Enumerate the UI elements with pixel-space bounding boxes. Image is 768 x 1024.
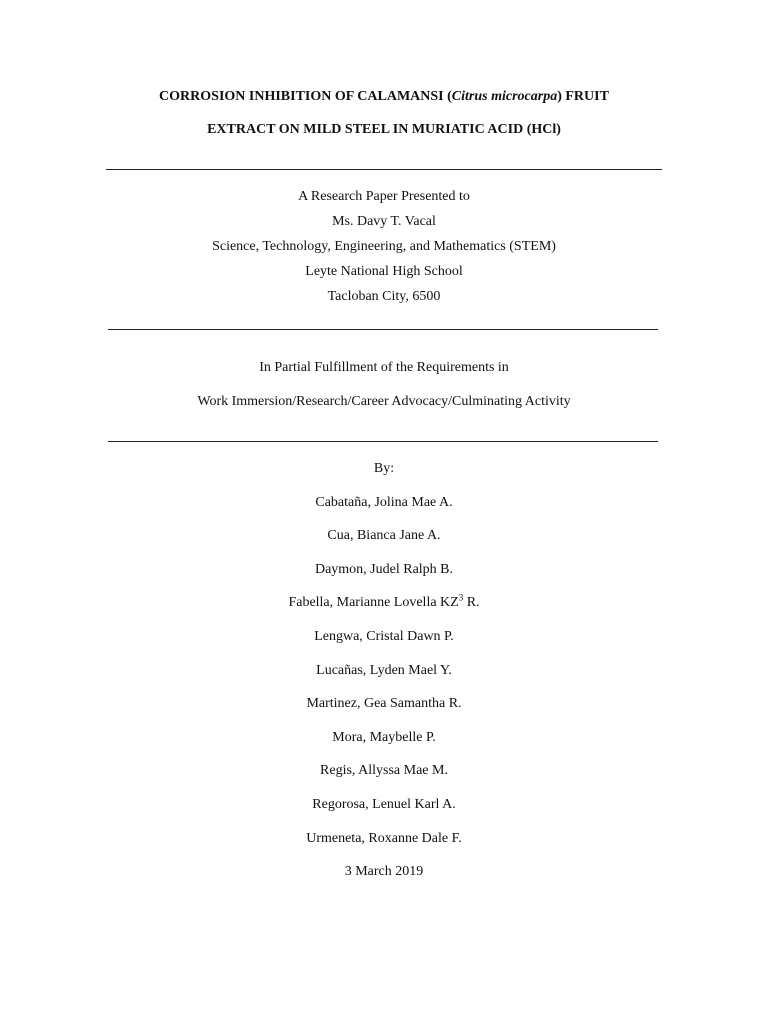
- author-name: Daymon, Judel Ralph B.: [314, 562, 454, 577]
- presented-line: A Research Paper Presented to: [298, 189, 470, 204]
- author-name-fabella: [0, 594, 768, 612]
- author-fabella-name: Fabella, Marianne Lovella KZ: [288, 595, 459, 610]
- school-name: Leyte National High School: [305, 264, 463, 279]
- author-fabella-superscript: 3: [458, 592, 464, 603]
- divider-2: [108, 329, 658, 330]
- title-text-post: ) FRUIT: [557, 89, 609, 104]
- author-name: Cua, Bianca Jane A.: [327, 528, 441, 543]
- school-location: Tacloban City, 6500: [327, 289, 441, 304]
- title-text-pre: CORROSION INHIBITION OF CALAMANSI (: [159, 89, 452, 104]
- adviser-name: Ms. Davy T. Vacal: [332, 214, 436, 229]
- subject-line: Work Immersion/Research/Career Advocacy/Culminating Activity: [197, 394, 571, 409]
- strand-name: Science, Technology, Engineering, and Mathematics (STEM): [212, 239, 556, 254]
- author-name: Lucañas, Lyden Mael Y.: [316, 663, 452, 678]
- submission-date: 3 March 2019: [344, 864, 424, 879]
- author-name: Urmeneta, Roxanne Dale F.: [306, 831, 462, 846]
- title-scientific-name: Citrus microcarpa: [451, 89, 558, 104]
- by-label: By:: [373, 461, 395, 476]
- divider-1: [106, 169, 662, 170]
- author-name: Regis, Allyssa Mae M.: [320, 763, 448, 778]
- divider-3: [108, 441, 658, 442]
- author-name: Mora, Maybelle P.: [332, 730, 436, 745]
- author-name: Regorosa, Lenuel Karl A.: [312, 797, 456, 812]
- author-name: Martinez, Gea Samantha R.: [306, 696, 462, 711]
- author-name: Cabataña, Jolina Mae A.: [315, 495, 453, 510]
- author-fabella-initial: R.: [463, 595, 480, 610]
- title-line-1: [0, 88, 768, 106]
- fulfillment-line: In Partial Fulfillment of the Requirements in: [259, 360, 509, 375]
- title-line-2: EXTRACT ON MILD STEEL IN MURIATIC ACID (HCl): [207, 122, 561, 137]
- author-name: Lengwa, Cristal Dawn P.: [314, 629, 454, 644]
